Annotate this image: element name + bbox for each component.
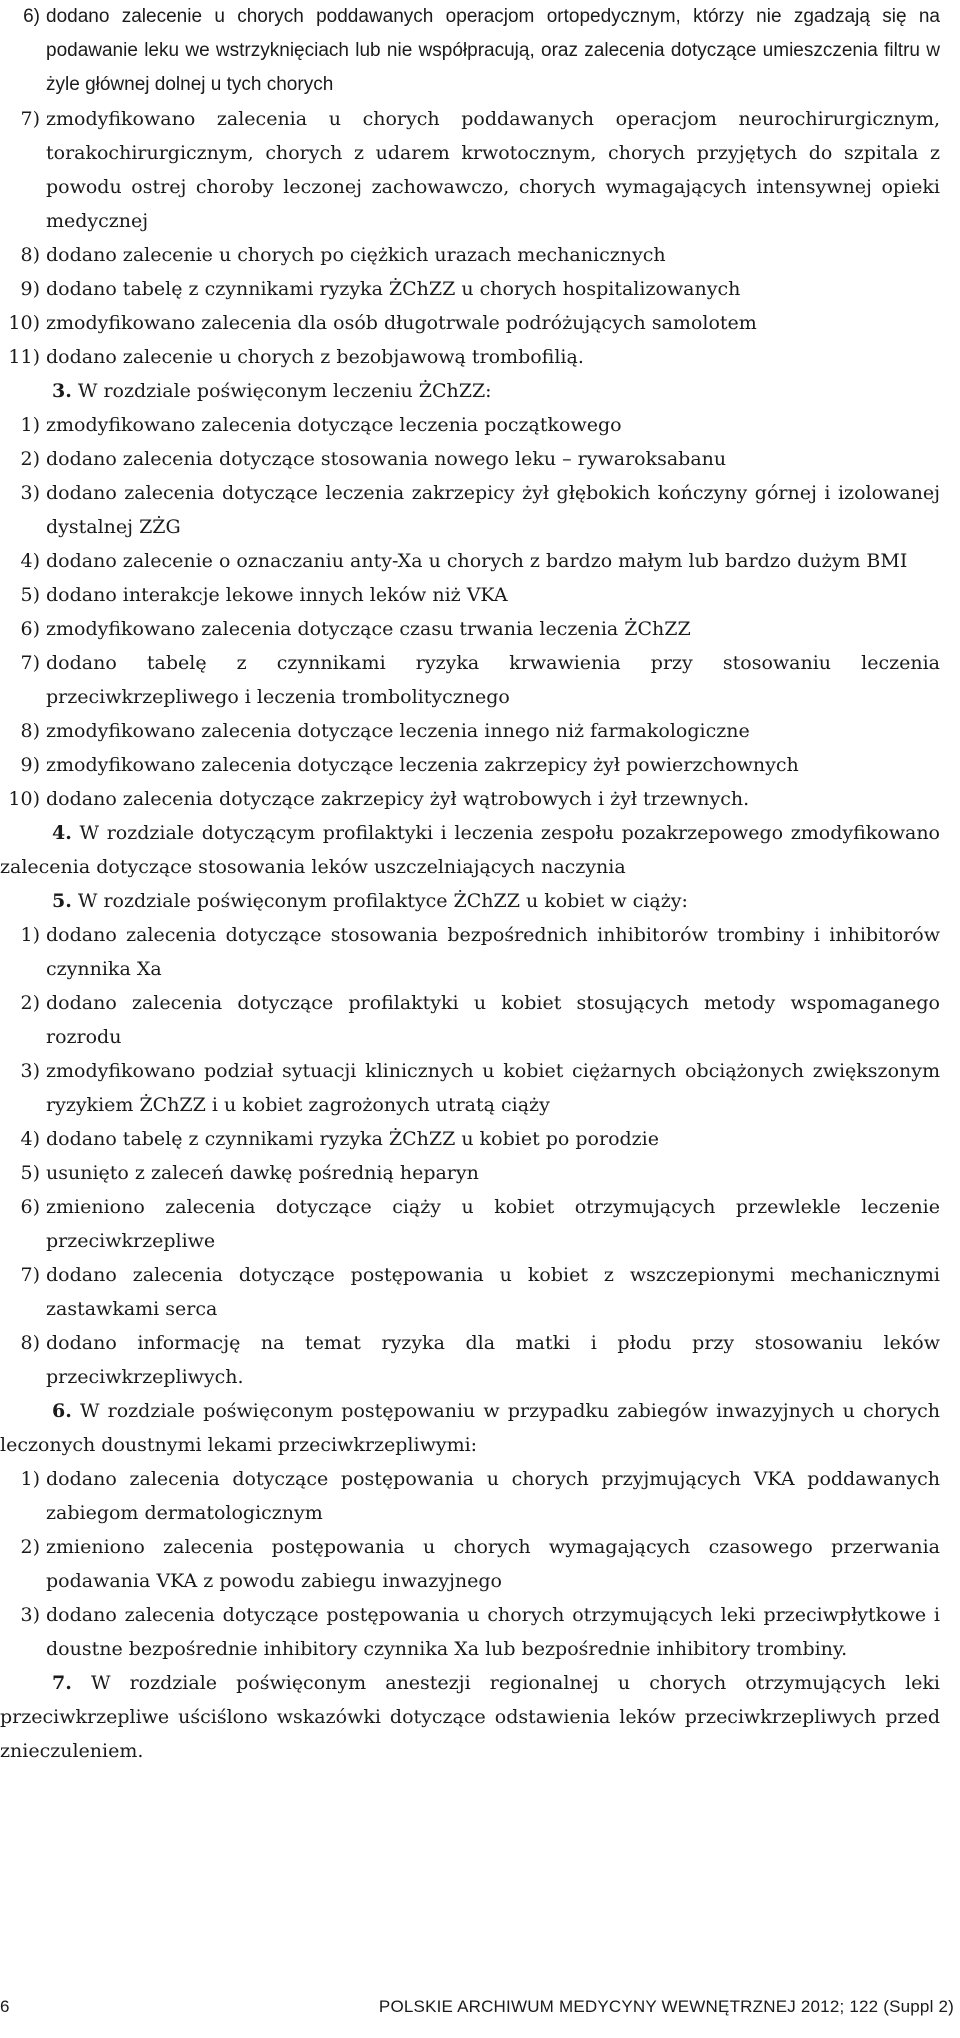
list-item — [0, 986, 940, 1054]
list-item — [0, 340, 940, 374]
list-item-number: 7) — [20, 652, 40, 674]
list-item-number: 6) — [20, 1196, 40, 1218]
list-item-text: zmodyfikowano zalecenia dla osób długotrwale podróżujących samolotem — [46, 312, 757, 334]
list-item-text: dodano zalecenie o oznaczaniu anty-Xa u chorych z bardzo małym lub bardzo dużym BMI — [46, 550, 908, 572]
list-item-number: 10) — [8, 788, 40, 810]
list-item — [0, 782, 940, 816]
list-item-number: 6) — [20, 618, 40, 640]
section-number: 4. — [52, 822, 72, 844]
list-item-number: 11) — [8, 346, 40, 368]
list-item — [0, 272, 940, 306]
list-item — [0, 544, 940, 578]
list-item-text: usunięto z zaleceń dawkę pośrednią heparyn — [46, 1162, 479, 1184]
list-item-number: 4) — [20, 550, 40, 572]
list-item-text: zmodyfikowano zalecenia dotyczące leczenia innego niż farmakologiczne — [46, 720, 750, 742]
page-footer — [0, 1997, 954, 2021]
list-item-text: zmodyfikowano zalecenia u chorych poddawanych operacjom neurochirurgicznym, torakochirurgicznym, chorych z udarem krwotocznym, chorych przyjętych do szpitala z powodu ostrej choroby leczonej zachowawczo, chorych wymagających intensywnej opieki medycznej — [46, 108, 940, 232]
list-item-number: 5) — [20, 584, 40, 606]
list-item-number: 10) — [8, 312, 40, 334]
list-item-number: 8) — [20, 244, 40, 266]
list-item — [0, 1190, 940, 1258]
list-item-number: 3) — [20, 1060, 40, 1082]
list-item — [0, 1326, 940, 1394]
section-number: 5. — [52, 890, 72, 912]
list-item-number: 6) — [23, 6, 40, 27]
list-item-text: zmieniono zalecenia postępowania u chorych wymagających czasowego przerwania podawania VKA z powodu zabiegu inwazyjnego — [46, 1536, 940, 1592]
list-item-text: dodano zalecenia dotyczące leczenia zakrzepicy żył głębokich kończyny górnej i izolowanej dystalnej ZŻG — [46, 482, 940, 538]
list-item-number: 2) — [20, 448, 40, 470]
list-item-text: dodano tabelę z czynnikami ryzyka ŻChZZ u kobiet po porodzie — [46, 1128, 660, 1150]
list-item — [0, 0, 940, 102]
section-paragraph — [0, 374, 940, 408]
section-number: 3. — [52, 380, 72, 402]
list-item — [0, 408, 940, 442]
list-item — [0, 442, 940, 476]
section-number: 7. — [52, 1672, 72, 1694]
list-item-text: dodano zalecenia dotyczące stosowania nowego leku – rywaroksabanu — [46, 448, 727, 470]
list-item-text: dodano zalecenie u chorych z bezobjawową trombofilią. — [46, 346, 584, 368]
list-item-text: dodano zalecenie u chorych poddawanych operacjom ortopedycznym, którzy nie zgadzają się na podawanie leku we wstrzyknięciach lub nie współpracują, oraz zalecenia dotyczące umieszczenia filtru w żyle głównej dolnej u tych chorych — [46, 6, 940, 95]
list-item-text: zmieniono zalecenia dotyczące ciąży u kobiet otrzymujących przewlekle leczenie przeciwkrzepliwe — [46, 1196, 940, 1252]
list-item-text: dodano zalecenia dotyczące stosowania bezpośrednich inhibitorów trombiny i inhibitorów czynnika Xa — [46, 924, 940, 980]
list-item-number: 7) — [20, 108, 40, 130]
list-item — [0, 1598, 940, 1666]
section-text: W rozdziale poświęconym leczeniu ŻChZZ: — [77, 380, 492, 402]
section-paragraph — [0, 1394, 940, 1462]
list-item-number: 3) — [20, 482, 40, 504]
list-item — [0, 1462, 940, 1530]
list-item — [0, 476, 940, 544]
list-item-number: 4) — [20, 1128, 40, 1150]
list-item — [0, 102, 940, 238]
list-item-number: 1) — [20, 924, 40, 946]
list-item-text: dodano zalecenia dotyczące postępowania u chorych przyjmujących VKA poddawanych zabiegom dermatologicznym — [46, 1468, 940, 1524]
list-item-text: dodano interakcje lekowe innych leków niż VKA — [46, 584, 508, 606]
list-item — [0, 1530, 940, 1598]
list-item-text: dodano zalecenia dotyczące postępowania u kobiet z wszczepionymi mechanicznymi zastawkami serca — [46, 1264, 940, 1320]
list-item — [0, 1156, 940, 1190]
list-item-number: 2) — [20, 992, 40, 1014]
list-item-number: 8) — [20, 1332, 40, 1354]
list-item-text: dodano zalecenia dotyczące zakrzepicy żył wątrobowych i żył trzewnych. — [46, 788, 750, 810]
section-paragraph — [0, 1666, 940, 1768]
list-item-text: dodano zalecenia dotyczące postępowania u chorych otrzymujących leki przeciwpłytkowe i doustne bezpośrednie inhibitory czynnika Xa lub bezpośrednie inhibitory trombiny. — [46, 1604, 940, 1660]
list-item-number: 1) — [20, 1468, 40, 1490]
list-item — [0, 578, 940, 612]
list-item-text: zmodyfikowano zalecenia dotyczące leczenia początkowego — [46, 414, 622, 436]
list-item-number: 5) — [20, 1162, 40, 1184]
list-item-text: dodano zalecenie u chorych po ciężkich urazach mechanicznych — [46, 244, 666, 266]
list-item — [0, 918, 940, 986]
list-item — [0, 1258, 940, 1326]
section-text: W rozdziale poświęconym profilaktyce ŻChZZ u kobiet w ciąży: — [77, 890, 688, 912]
list-item-number: 1) — [20, 414, 40, 436]
section-paragraph — [0, 816, 940, 884]
list-item-number: 9) — [20, 754, 40, 776]
list-item-text: dodano tabelę z czynnikami ryzyka krwawienia przy stosowaniu leczenia przeciwkrzepliwego i leczenia trombolitycznego — [46, 652, 940, 708]
list-item-number: 9) — [20, 278, 40, 300]
list-item — [0, 238, 940, 272]
list-item-number: 7) — [20, 1264, 40, 1286]
list-item-text: zmodyfikowano zalecenia dotyczące czasu trwania leczenia ŻChZZ — [46, 618, 691, 640]
section-text: W rozdziale poświęconym postępowaniu w przypadku zabiegów inwazyjnych u chorych leczonych doustnymi lekami przeciwkrzepliwymi: — [0, 1400, 940, 1456]
journal-citation: POLSKIE ARCHIWUM MEDYCYNY WEWNĘTRZNEJ 2012; 122 (Suppl 2) — [378, 1997, 954, 2016]
list-item-text: zmodyfikowano zalecenia dotyczące leczenia zakrzepicy żył powierzchownych — [46, 754, 799, 776]
list-item — [0, 714, 940, 748]
list-item — [0, 1122, 940, 1156]
list-item-text: zmodyfikowano podział sytuacji klinicznych u kobiet ciężarnych obciążonych zwiększonym ryzykiem ŻChZZ i u kobiet zagrożonych utratą ciąży — [46, 1060, 940, 1116]
list-item-text: dodano zalecenia dotyczące profilaktyki u kobiet stosujących metody wspomaganego rozrodu — [46, 992, 940, 1048]
list-item — [0, 1054, 940, 1122]
section-text: W rozdziale poświęconym anestezji regionalnej u chorych otrzymujących leki przeciwkrzepliwe uściślono wskazówki dotyczące odstawienia leków przeciwkrzepliwych przed znieczuleniem. — [0, 1672, 940, 1762]
section-paragraph — [0, 884, 940, 918]
list-item-text: dodano tabelę z czynnikami ryzyka ŻChZZ u chorych hospitalizowanych — [46, 278, 741, 300]
list-item-number: 2) — [20, 1536, 40, 1558]
section-number: 6. — [52, 1400, 72, 1422]
list-item — [0, 612, 940, 646]
list-item-number: 8) — [20, 720, 40, 742]
list-item — [0, 306, 940, 340]
list-item-number: 3) — [20, 1604, 40, 1626]
section-text: W rozdziale dotyczącym profilaktyki i leczenia zespołu pozakrzepowego zmodyfikowano zalecenia dotyczące stosowania leków uszczelniających naczynia — [0, 822, 941, 878]
page-number: 6 — [0, 1997, 10, 2016]
list-item-text: dodano informację na temat ryzyka dla matki i płodu przy stosowaniu leków przeciwkrzepliwych. — [46, 1332, 940, 1388]
list-item — [0, 748, 940, 782]
list-item — [0, 646, 940, 714]
